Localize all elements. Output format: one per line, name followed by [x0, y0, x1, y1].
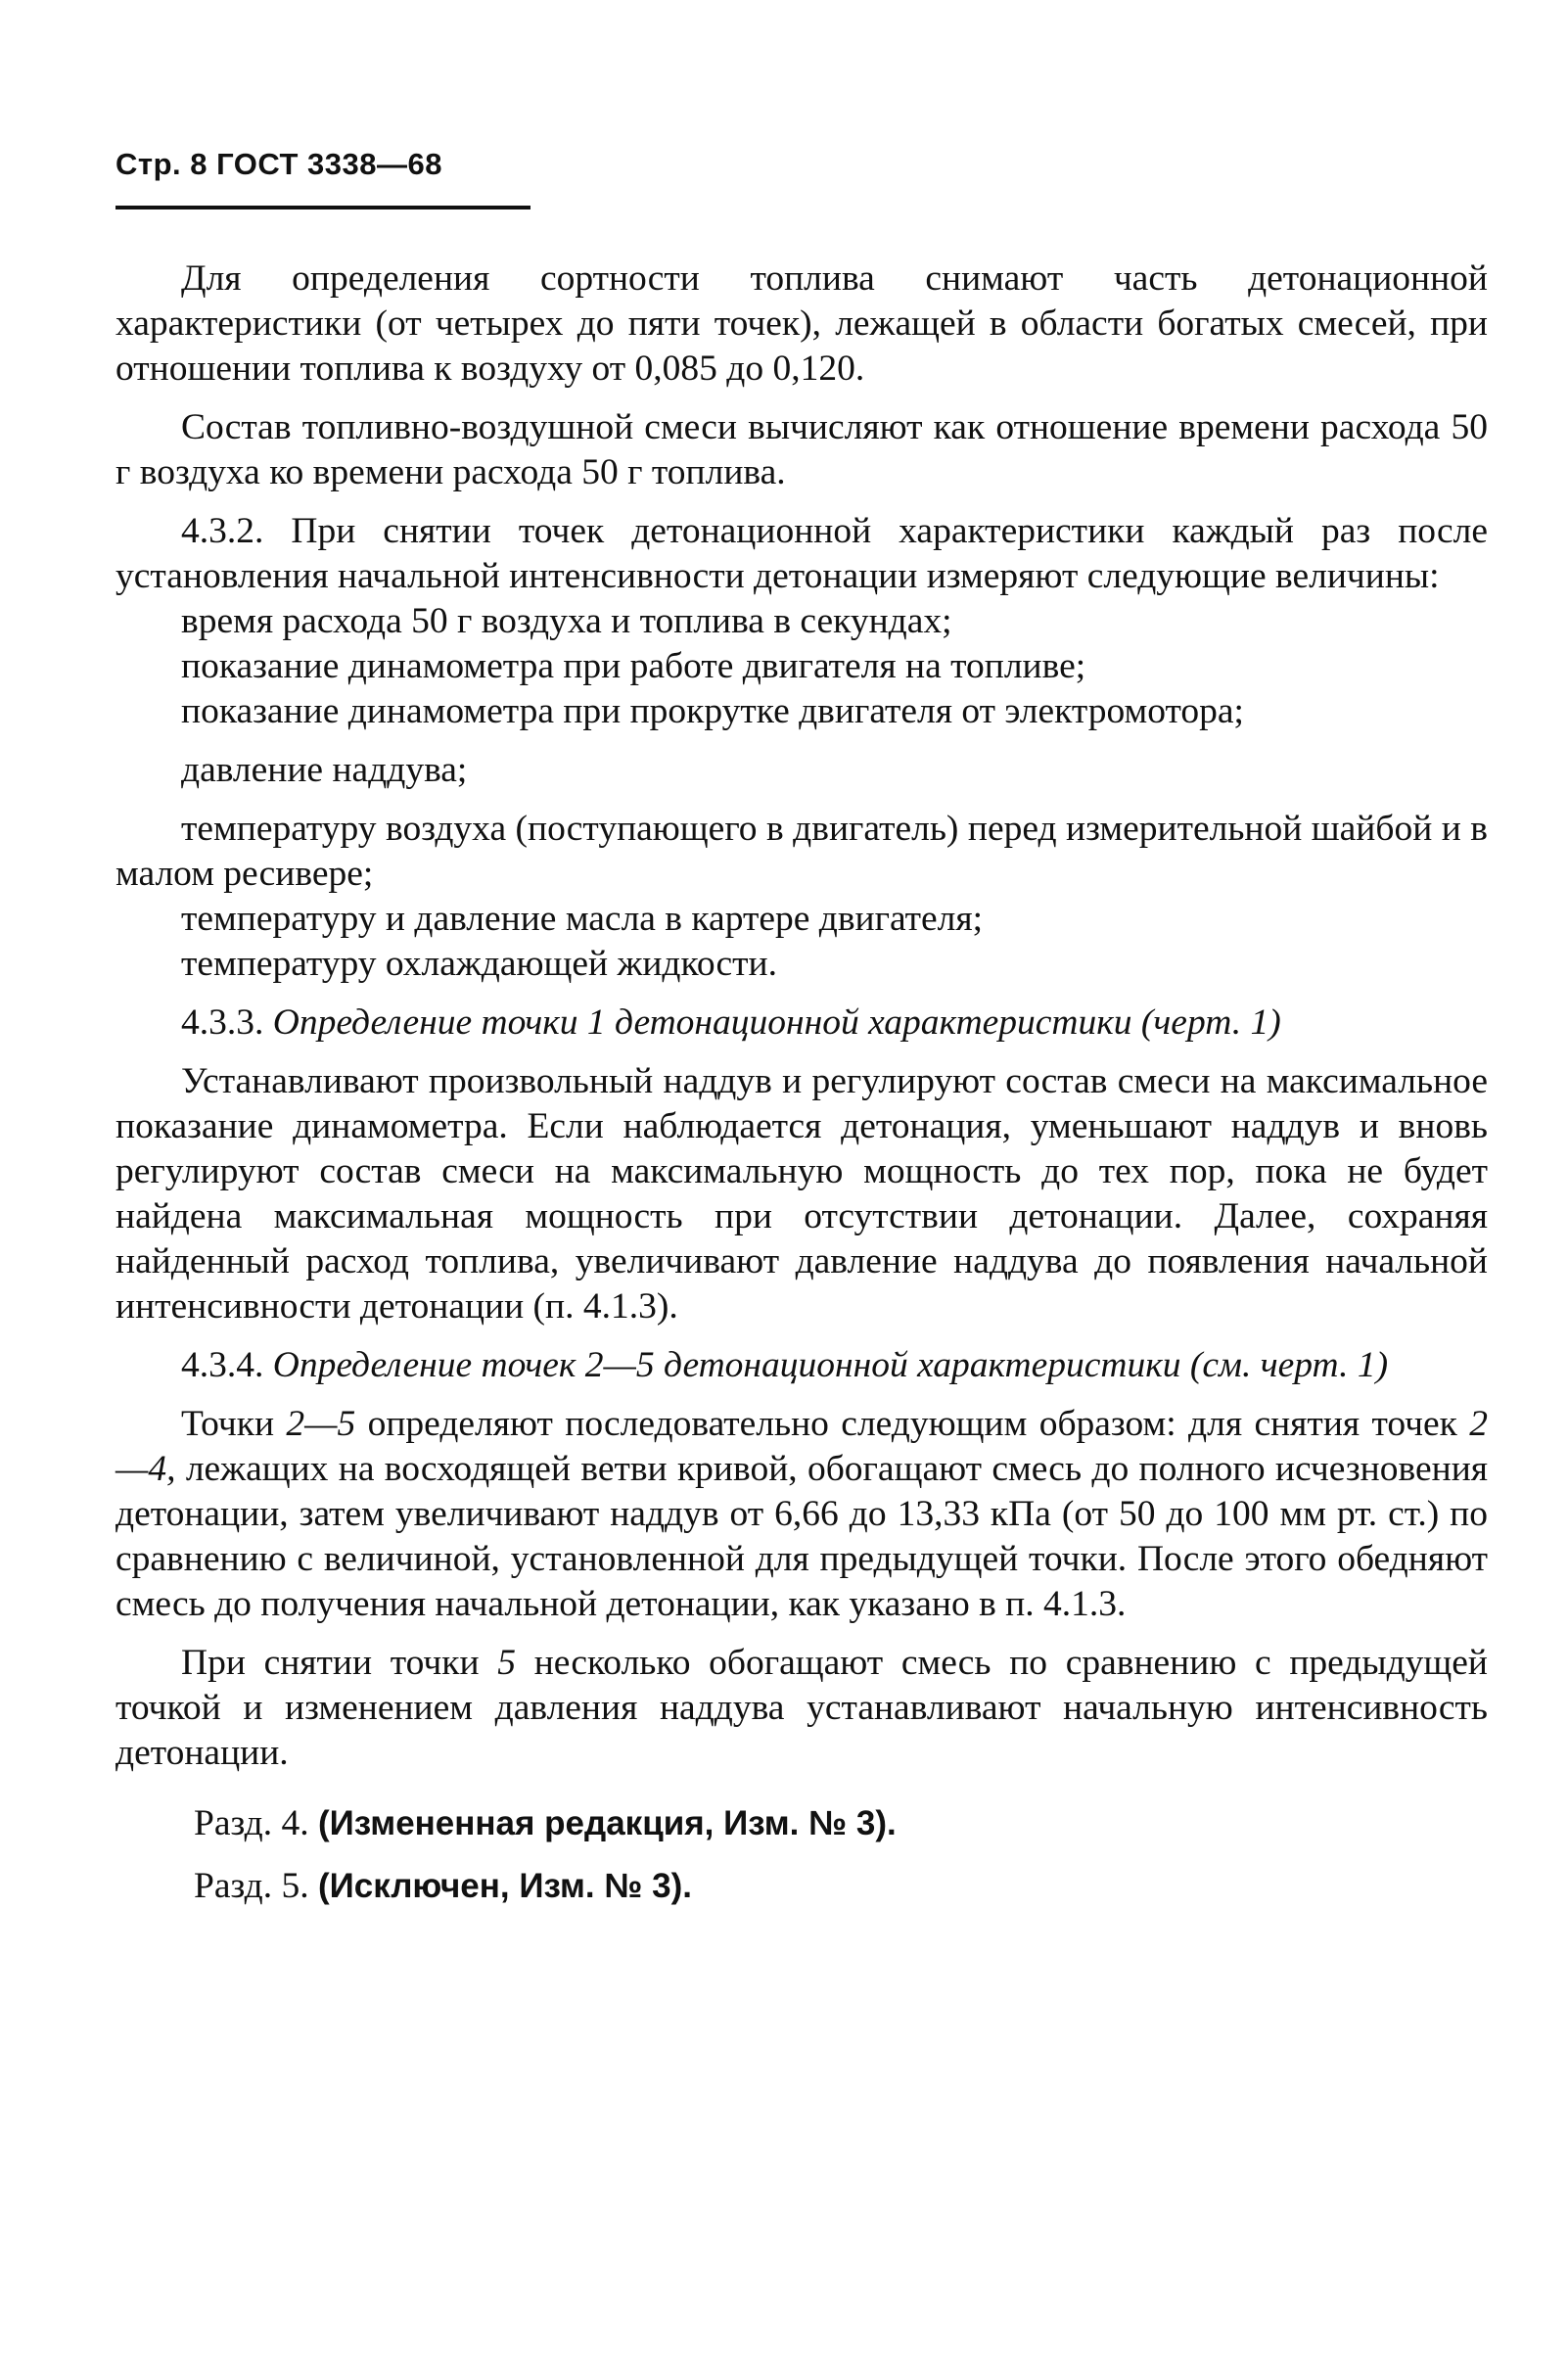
amendment-label: Разд. 4.	[194, 1803, 309, 1843]
section-heading-4-3-4	[115, 1343, 1488, 1388]
paragraph-4-3-4	[115, 1402, 1488, 1627]
text-run: Точки	[181, 1404, 275, 1444]
point-range: 2—4,	[115, 1404, 1489, 1489]
measure-item: показание динамометра при работе двигателя на топливе;	[181, 646, 1086, 686]
measure-item: время расхода 50 г воздуха и топлива в секундах;	[181, 601, 952, 641]
text-run: определяют последовательно следующим образом: для снятия точек	[367, 1404, 1457, 1444]
paragraph-4-3-3: Устанавливают произвольный наддув и регулируют состав смеси на максимальное показание динамометра. Если наблюдается детонация, уменьшают наддув и вновь регулируют состав смеси на максимальную мощность до тех пор, пока не будет найдена максимальная мощность при отсутствии детонации. Далее, сохраняя найденный расход топлива, увеличивают давление наддува до появления начальной интенсивности детонации (п. 4.1.3).	[115, 1061, 1488, 1327]
amendment-section-5	[194, 1864, 1488, 1909]
amendment-text: (Исключен, Изм. № 3).	[317, 1867, 692, 1905]
amendment-label: Разд. 5.	[194, 1866, 309, 1906]
section-number: 4.3.3.	[181, 1002, 264, 1043]
paragraph-point-5	[115, 1641, 1488, 1776]
paragraph-4-3-2: 4.3.2. При снятии точек детонационной характеристики каждый раз после установления начальной интенсивности детонации измеряют следующие величины:	[115, 511, 1488, 596]
measure-item: температуру и давление масла в картере двигателя;	[181, 899, 984, 939]
section-title: Определение точки 1 детонационной характеристики (черт. 1)	[272, 1002, 1281, 1043]
text-run: При снятии точки	[181, 1643, 480, 1683]
paragraph-sortness: Для определения сортности топлива снимают часть детонационной характеристики (от четырех до пяти точек), лежащей в области богатых смесей, при отношении топлива к воздуху от 0,085 до 0,120.	[115, 258, 1488, 389]
amendments	[115, 1801, 1488, 1909]
header-rule	[115, 206, 530, 210]
measure-item: показание динамометра при прокрутке двигателя от электромотора;	[181, 691, 1244, 731]
measure-item: температуру охлаждающей жидкости.	[181, 944, 777, 984]
point-range: 2—5	[286, 1404, 356, 1444]
amendment-section-4	[194, 1801, 1488, 1846]
point-number: 5	[497, 1643, 517, 1683]
amendment-text: (Измененная редакция, Изм. № 3).	[317, 1804, 897, 1842]
document-body	[115, 256, 1488, 1927]
paragraph-mixture: Состав топливно-воздушной смеси вычисляют как отношение времени расхода 50 г воздуха ко времени расхода 50 г топлива.	[115, 407, 1488, 492]
section-title: Определение точек 2—5 детонационной характеристики (см. черт. 1)	[272, 1345, 1389, 1385]
measure-item: давление наддува;	[181, 750, 468, 790]
measure-item: температуру воздуха (поступающего в двигатель) перед измерительной шайбой и в малом ресивере;	[115, 809, 1488, 894]
section-number: 4.3.4.	[181, 1345, 264, 1385]
section-heading-4-3-3	[115, 1001, 1488, 1046]
text-run: несколько обогащают смесь по сравнению с предыдущей точкой и изменением давления наддува устанавливают начальную интенсивность детонации.	[115, 1643, 1488, 1773]
page-header: Стр. 8 ГОСТ 3338—68	[115, 147, 442, 181]
text-run: лежащих на восходящей ветви кривой, обогащают смесь до полного исчезновения детонации, затем увеличивают наддув от 6,66 до 13,33 кПа (от 50 до 100 мм рт. ст.) по сравнению с величиной, установленной для предыдущей точки. После этого обедняют смесь до получения начальной детонации, как указано в п. 4.1.3.	[115, 1449, 1489, 1624]
